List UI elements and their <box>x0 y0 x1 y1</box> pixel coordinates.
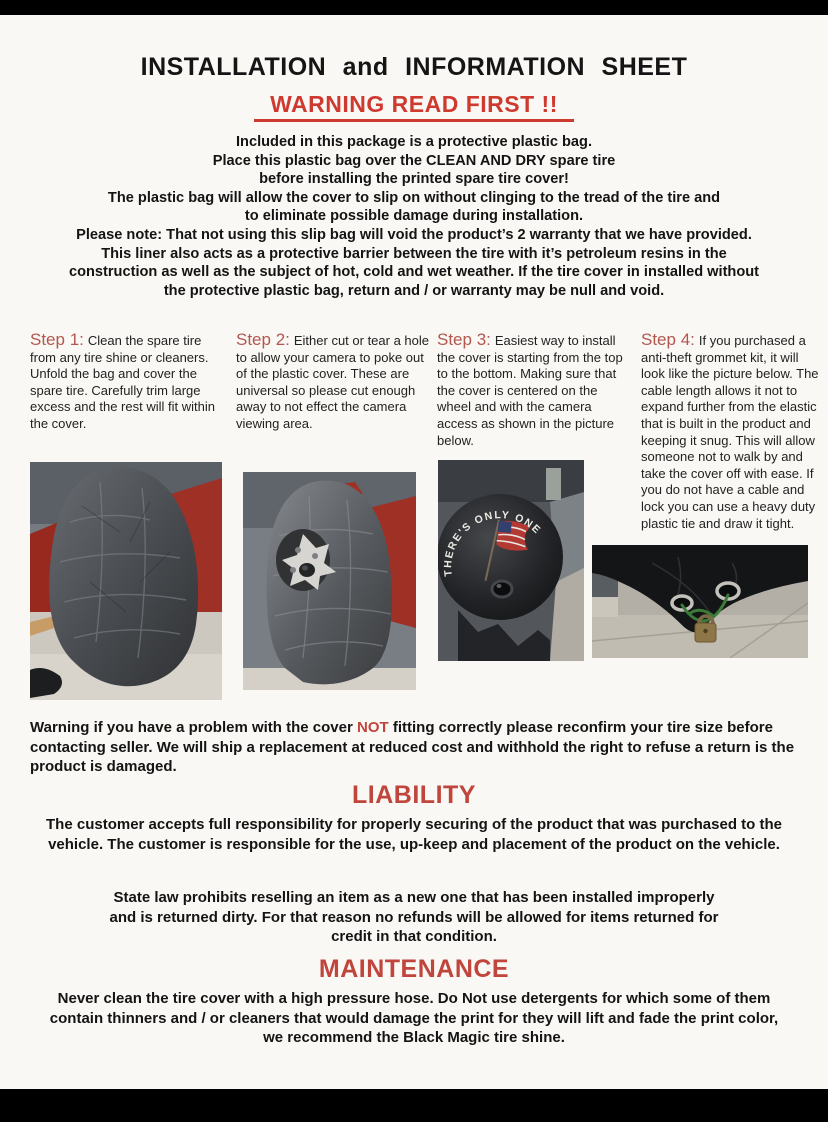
step-1 <box>30 332 230 433</box>
step-2-text: Either cut or tear a hole to allow your camera to poke out of the plastic cover. These are universal so please cut enough away to not effect the camera viewing area. <box>236 333 430 431</box>
photo-step1-illustration <box>30 462 222 700</box>
step-3 <box>437 332 633 449</box>
resale-policy-paragraph: State law prohibits reselling an item as a new one that has been installed improperly and is returned dirty. For that reason no refunds will be allowed for items returned for credit in that condition. <box>109 889 719 945</box>
step-4-text: If you purchased a anti-theft grommet kit, it will look like the picture below. The cable length allows it not to expand further from the elastic that is built in the product and keeping it snug. This will allow someone not to walk by and take the cover off with ease. If you do not have a cable and lock you can use a heavy duty plastic tie and draw it tight. <box>641 333 819 531</box>
letterbox-bottom <box>0 1089 828 1122</box>
intro-line: This liner also acts as a protective barrier between the tire with it’s petroleum resins in the <box>101 245 727 262</box>
intro-line: to eliminate possible damage during installation. <box>244 208 584 225</box>
photo-step3-installed-cover <box>438 460 584 661</box>
photo-step3-illustration <box>438 460 584 661</box>
intro-paragraph <box>0 133 828 300</box>
warning-heading: WARNING READ FIRST !! <box>254 91 574 122</box>
step-2-label: Step 2: <box>236 330 290 349</box>
step-3-label: Step 3: <box>437 330 491 349</box>
photo-step2-camera-hole <box>243 472 416 690</box>
step-1-label: Step 1: <box>30 330 84 349</box>
fit-warning-paragraph <box>30 718 808 777</box>
photo-step1-bagged-tire <box>30 462 222 700</box>
fit-warning-before: Warning if you have a problem with the cover <box>30 719 357 736</box>
fit-warning-after: fitting correctly please reconfirm your tire size before contacting seller. We will ship a replacement at reduced cost and withhold the right to refuse a return is the product is damaged. <box>30 719 795 775</box>
intro-line: Place this plastic bag over the CLEAN AND DRY spare tire <box>212 152 616 169</box>
intro-line: The plastic bag will allow the cover to slip on without clinging to the tread of the tire and <box>107 189 721 206</box>
cover-print-text: THERE'S ONLY ONE <box>442 509 544 578</box>
liability-paragraph: The customer accepts full responsibility for properly securing of the product that was purchased to the vehicle. The customer is responsible for the use, up-keep and placement of the product on the vehicle. <box>46 816 782 853</box>
intro-line: Please note: That not using this slip bag will void the product’s 2 warranty that we have provided. <box>76 226 752 243</box>
step-3-text: Easiest way to install the cover is starting from the top to the bottom. Making sure that the cover is centered on the wheel and with the camera access as shown in the picture below. <box>437 333 623 448</box>
photo-step2-illustration <box>243 472 416 690</box>
liability-heading: LIABILITY <box>352 781 476 809</box>
fit-warning-not-highlight: NOT <box>357 719 389 736</box>
intro-line: Included in this package is a protective plastic bag. <box>235 134 593 150</box>
step-2 <box>236 332 438 433</box>
page-title: INSTALLATION and INFORMATION SHEET <box>140 53 688 81</box>
step-1-text: Clean the spare tire from any tire shine or cleaners. Unfold the bag and cover the spare tire. Carefully trim large excess and the rest will fit within the cover. <box>30 333 215 431</box>
step-4-label: Step 4: <box>641 330 695 349</box>
intro-line: before installing the printed spare tire cover! <box>259 171 569 188</box>
maintenance-heading: MAINTENANCE <box>318 955 510 983</box>
intro-line: construction as well as the subject of hot, cold and wet weather. If the tire cover in installed without <box>68 264 760 281</box>
instruction-sheet <box>0 15 828 1089</box>
maintenance-paragraph: Never clean the tire cover with a high pressure hose. Do Not use detergents for which some of them contain thinners and / or cleaners that would damage the print for they will lift and fade the print color, we recommend the Black Magic tire shine. <box>49 990 779 1046</box>
step-4 <box>641 332 824 532</box>
letterbox-top <box>0 0 828 15</box>
photo-step4-cable-lock <box>592 545 808 658</box>
photo-step4-illustration <box>592 545 808 658</box>
intro-line: the protective plastic bag, return and / or warranty may be null and void. <box>163 282 665 299</box>
warning-heading-row <box>0 91 828 122</box>
